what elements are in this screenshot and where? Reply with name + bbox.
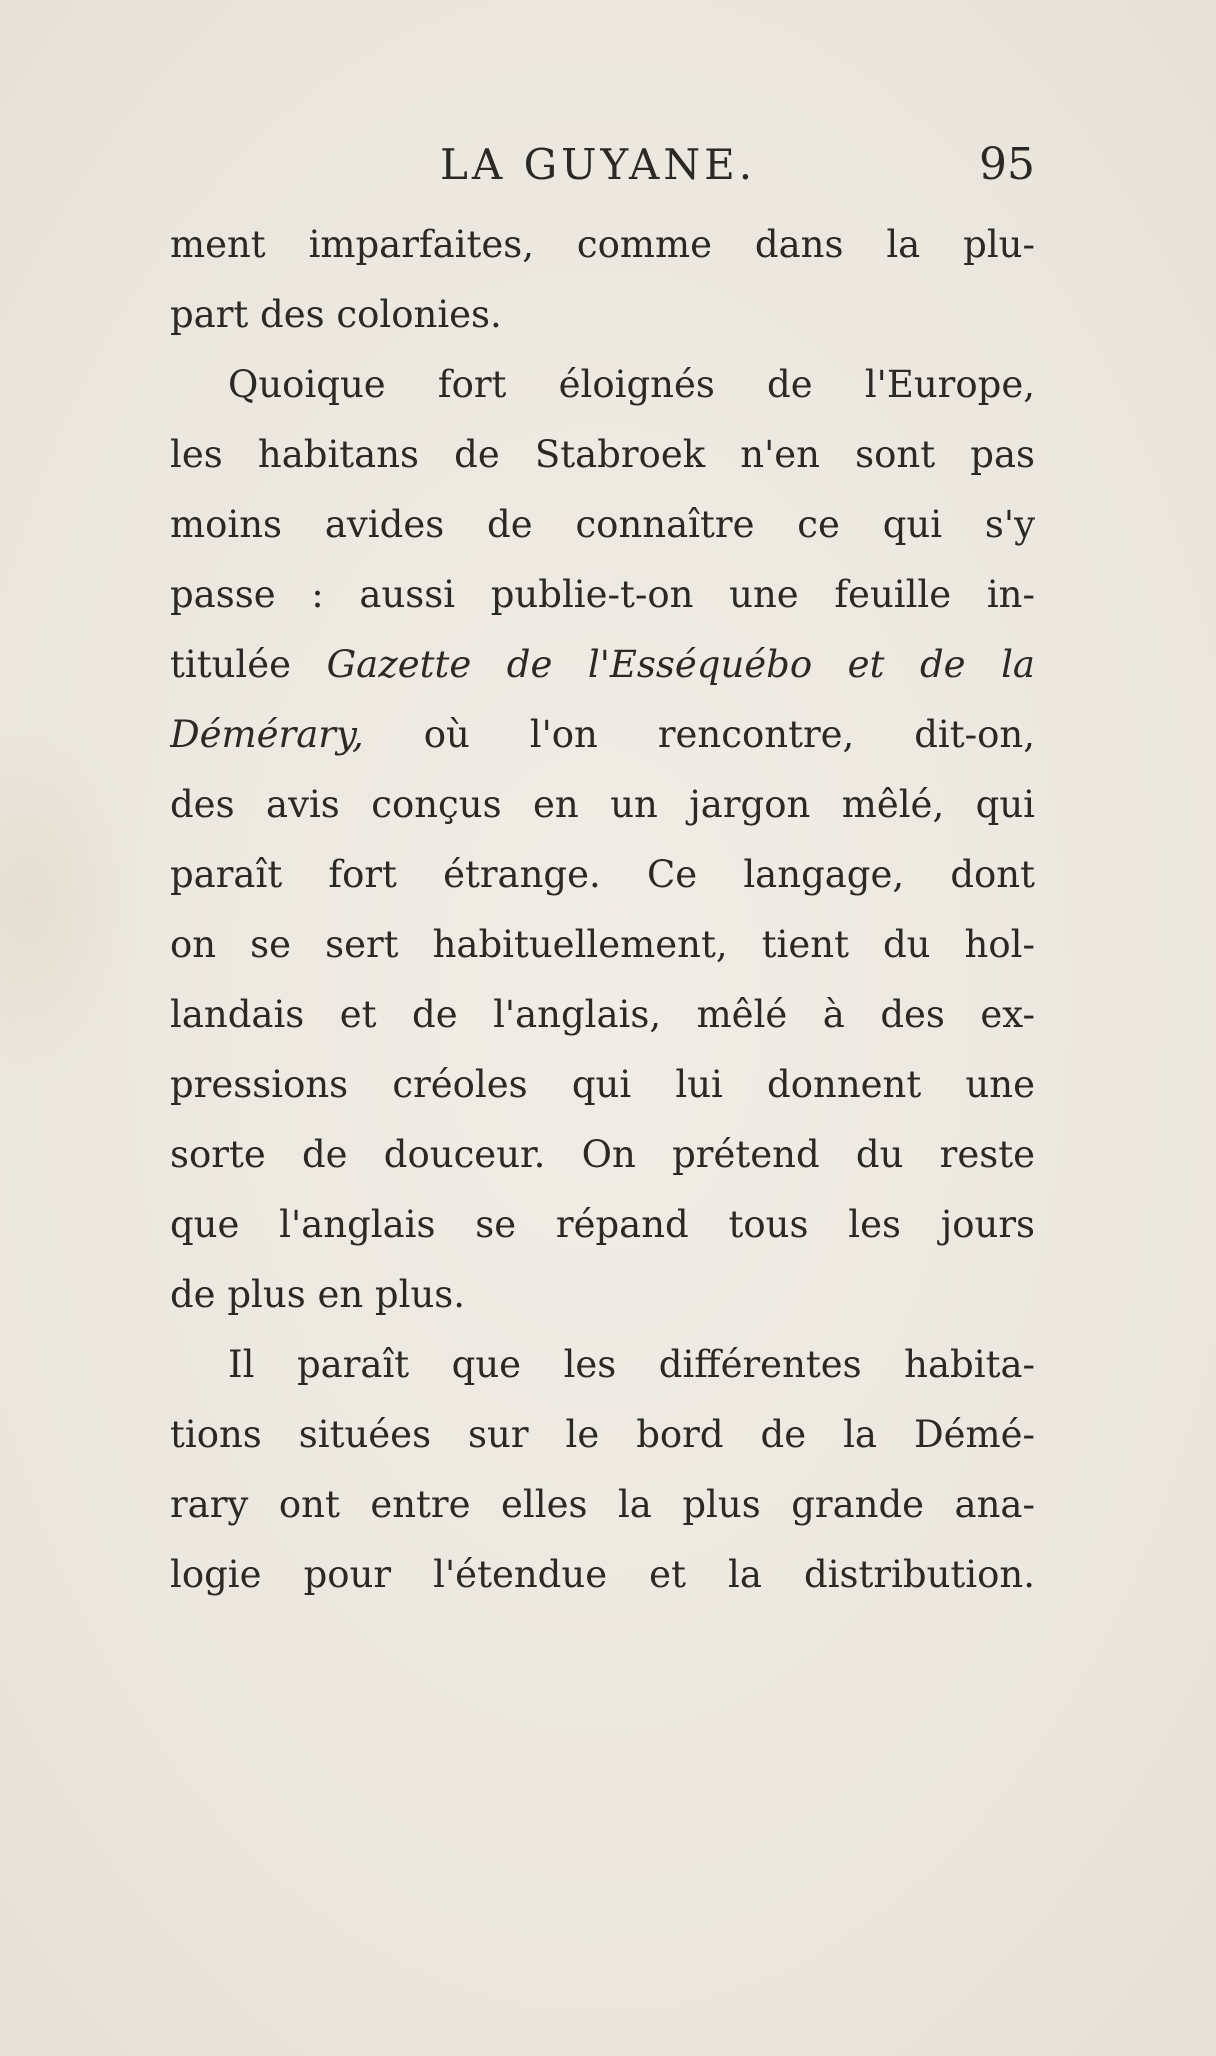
text-line: passe : aussi publie-t-on une feuille in- xyxy=(170,573,1035,616)
running-title: LA GUYANE. xyxy=(440,140,757,189)
text-line: ment imparfaites, comme dans la plu- xyxy=(170,223,1035,266)
italic-title: Démérary, xyxy=(170,713,364,756)
text-line: part des colonies. xyxy=(170,293,502,336)
text-line: Il paraît que les différentes habita- xyxy=(228,1343,1035,1386)
text-fragment: où l'on rencontre, dit-on, xyxy=(423,713,1035,756)
text-line: tions situées sur le bord de la Démé- xyxy=(170,1413,1035,1456)
text-line xyxy=(170,630,1035,700)
text-line: pressions créoles qui lui donnent une xyxy=(170,1063,1035,1106)
text-line: on se sert habituellement, tient du hol- xyxy=(170,923,1035,966)
text-line: logie pour l'étendue et la distribution. xyxy=(170,1553,1035,1596)
text-line: que l'anglais se répand tous les jours xyxy=(170,1203,1035,1246)
text-line: moins avides de connaître ce qui s'y xyxy=(170,503,1035,546)
text-fragment: titulée xyxy=(170,643,292,686)
text-line: les habitans de Stabroek n'en sont pas xyxy=(170,433,1035,476)
text-line xyxy=(170,700,1035,770)
body-text xyxy=(170,210,1035,1610)
text-line: paraît fort étrange. Ce langage, dont xyxy=(170,853,1035,896)
text-line: de plus en plus. xyxy=(170,1273,466,1316)
page-header xyxy=(170,135,1035,195)
text-line: Quoique fort éloignés de l'Europe, xyxy=(228,363,1035,406)
italic-title: Gazette de l'Esséquébo et de la xyxy=(326,643,1035,686)
text-line: landais et de l'anglais, mêlé à des ex- xyxy=(170,993,1035,1036)
text-line: des avis conçus en un jargon mêlé, qui xyxy=(170,783,1035,826)
page-number: 95 xyxy=(979,139,1035,190)
text-line: sorte de douceur. On prétend du reste xyxy=(170,1133,1035,1176)
text-line: rary ont entre elles la plus grande ana- xyxy=(170,1483,1035,1526)
